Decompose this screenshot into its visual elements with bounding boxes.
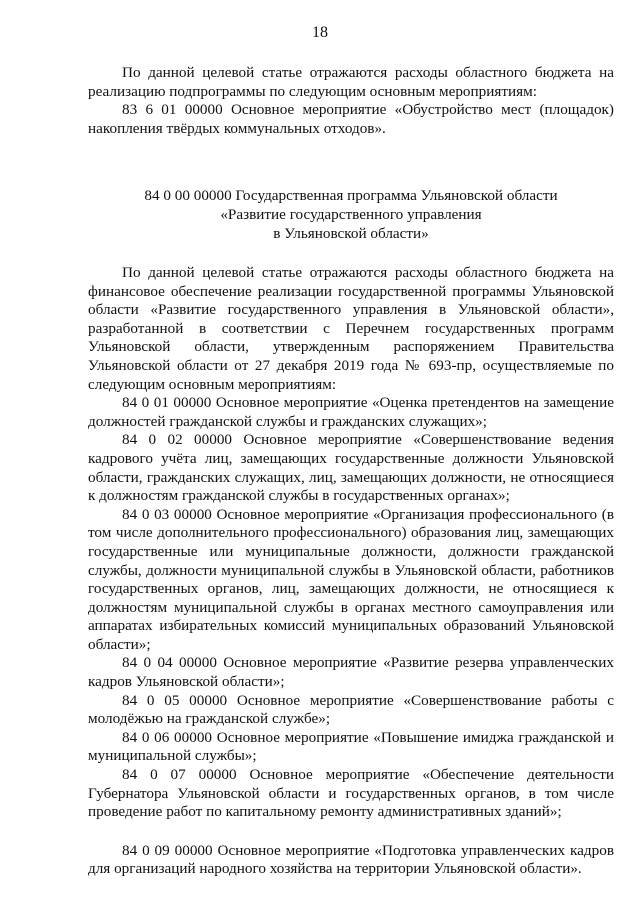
list-item: 84 0 01 00000 Основное мероприятие «Оценка претендентов на замещение должностей гражданской службы и гражданских служащих»;: [88, 394, 614, 430]
section-heading-line-1: 84 0 00 00000 Государственная программа Ульяновской области: [144, 187, 558, 204]
list-item: 84 0 03 00000 Основное мероприятие «Организация профессионального (в том числе дополнительного профессионального) образования лиц, замещающих государственные или муниципальные должности, должности гражданской службы, должности муниципальной службы в Ульяновской области, работников государственных органов, лиц, замещающих должности, не относящиеся к должностям муниципальной службы в органах местного самоуправления или аппаратах избирательных комиссий муниципальных образований Ульяновской области»;: [88, 505, 614, 653]
list-item: 84 0 04 00000 Основное мероприятие «Развитие резерва управленческих кадров Ульяновской области»;: [88, 654, 614, 691]
intro-paragraph: По данной целевой статье отражаются расходы областного бюджета на реализацию подпрограммы по следующим основным мероприятиям:: [88, 64, 614, 100]
section-paragraph: По данной целевой статье отражаются расходы областного бюджета на финансовое обеспечение реализации государственной программы Ульяновской области «Развитие государственного управления в Ульяновской области», разработанной в соответствии с Перечнем государственных программ Ульяновской области, утвержденным распоряжением Правительства Ульяновской области от 27 декабря 2019 года № 693-пр, осуществляемые по следующим основным мероприятиям:: [88, 264, 614, 393]
intro-item: 83 6 01 00000 Основное мероприятие «Обустройство мест (площадок) накопления твёрдых коммунальных отходов».: [88, 101, 614, 137]
list-item: 84 0 06 00000 Основное мероприятие «Повышение имиджа гражданской и муниципальной службы»;: [88, 728, 614, 765]
list-item: 84 0 02 00000 Основное мероприятие «Совершенствование ведения кадрового учёта лиц, замещающих государственные должности Ульяновской области, гражданских служащих, лиц, замещающих должности, не относящиеся к должностям гражданской службы в государственных органах»;: [88, 431, 614, 505]
intro-block: [88, 64, 614, 138]
list-item: 84 0 07 00000 Основное мероприятие «Обеспечение деятельности Губернатора Ульяновской области и государственных органов, в том числе проведение работ по капитальному ремонту административных зданий»;: [88, 766, 614, 821]
list-item: 84 0 05 00000 Основное мероприятие «Совершенствование работы с молодёжью на гражданской службе»;: [88, 691, 614, 728]
page-number: 18: [312, 24, 328, 41]
section-heading-line-3: в Ульяновской области»: [273, 225, 429, 242]
section-body: [88, 264, 614, 879]
list-item: 84 0 09 00000 Основное мероприятие «Подготовка управленческих кадров для организаций народного хозяйства на территории Ульяновской области».: [88, 841, 614, 878]
section-heading-line-2: «Развитие государственного управления: [220, 206, 482, 223]
